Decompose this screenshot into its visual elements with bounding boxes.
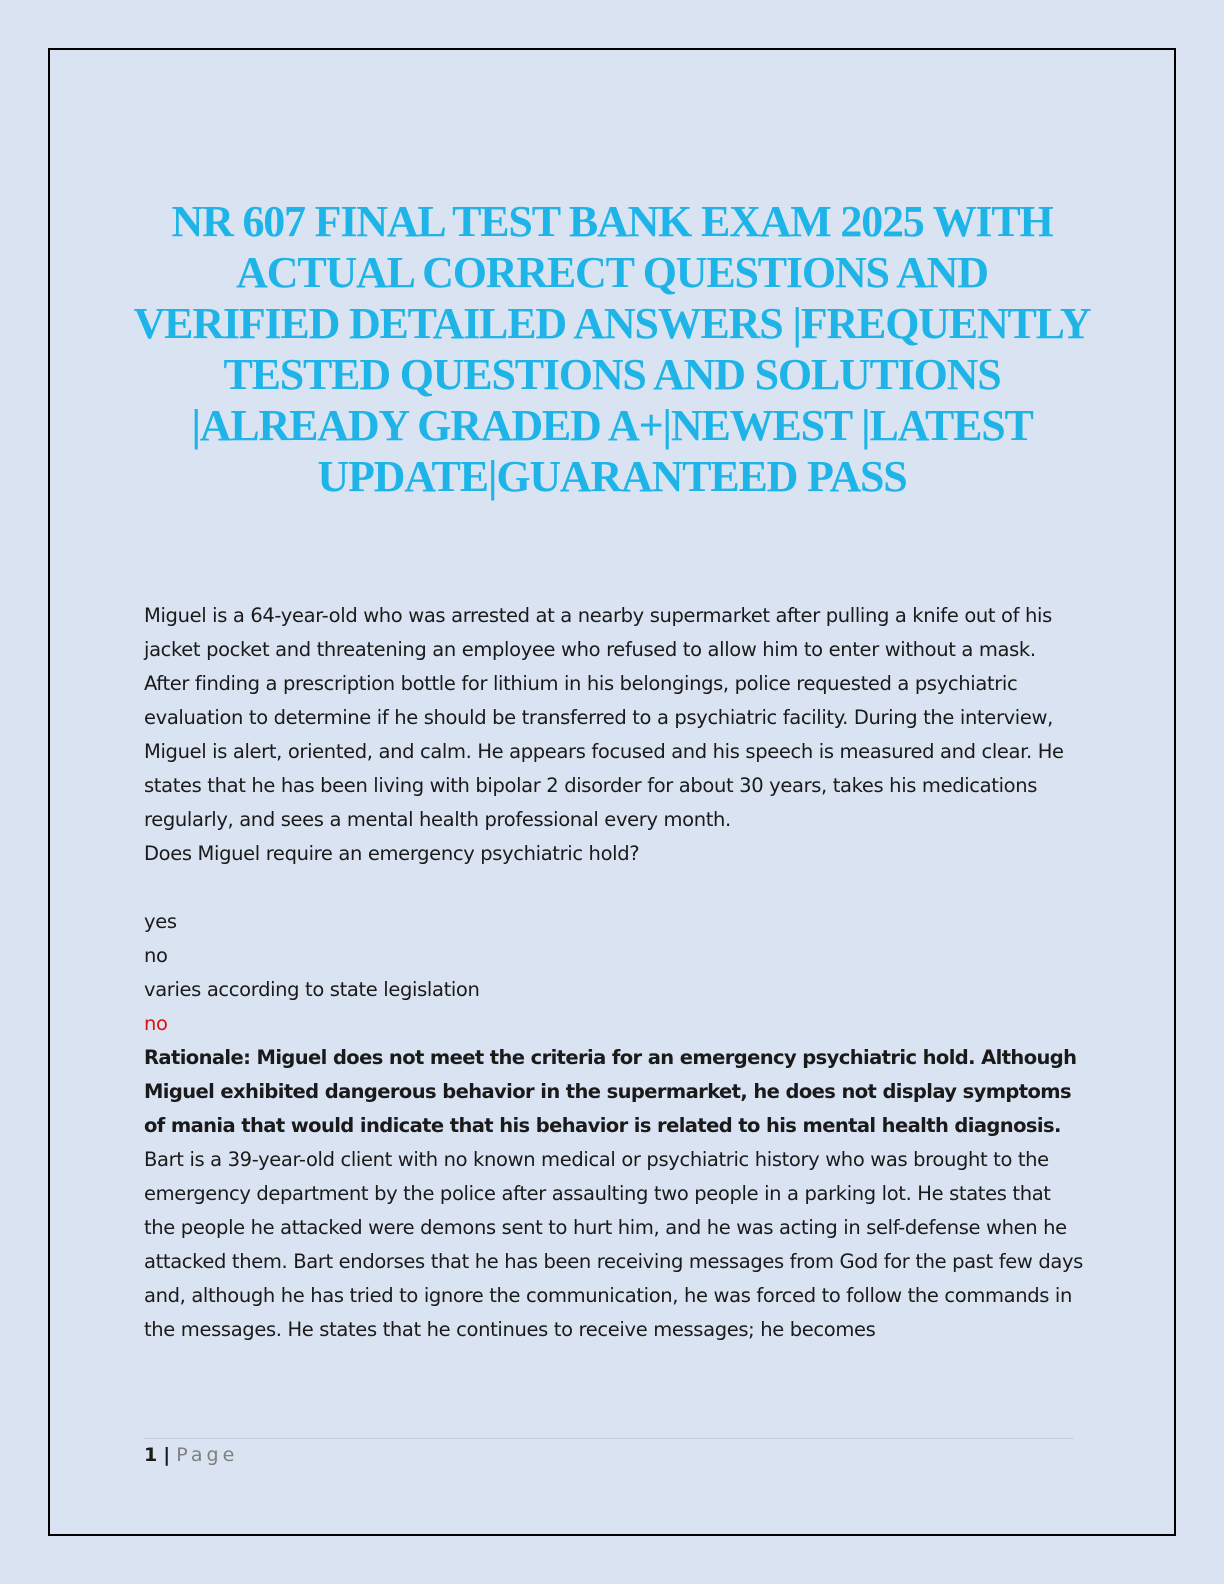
page-label: Page: [176, 1444, 239, 1466]
option-item: no: [144, 944, 168, 967]
page-footer: [144, 1440, 238, 1470]
question-2-stem: Bart is a 39-year-old client with no known medical or psychiatric history who was brought to the emergency department by the police after assaulting two people in a parking lot. He states that the people he attacked were demons sent to hurt him, and he was acting in self-defense when he attacked them. Bart endorses that he has been receiving messages from God for the past few days and, although he has tried to ignore the communication, he was forced to follow the commands in the messages. He states that he continues to receive messages; he becomes: [144, 1148, 1083, 1341]
document-body: [144, 599, 1084, 1347]
option-item: yes: [144, 910, 177, 933]
page-number: 1: [144, 1444, 158, 1466]
footer-separator: |: [163, 1444, 171, 1466]
question-1-rationale: Rationale: Miguel does not meet the criteria for an emergency psychiatric hold. Although Miguel exhibited dangerous behavior in the supermarket, he does not display symptoms of mania that would indicate that his behavior is related to his mental health diagnosis.: [144, 1046, 1077, 1137]
question-1-options: [144, 905, 1084, 1007]
question-1-prompt: Does Miguel require an emergency psychiatric hold?: [144, 842, 640, 865]
option-item: varies according to state legislation: [144, 978, 480, 1001]
footer-divider: [144, 1438, 1074, 1439]
document-title: NR 607 FINAL TEST BANK EXAM 2025 WITH ACTUAL CORRECT QUESTIONS AND VERIFIED DETAILED ANSWERS |FREQUENTLY TESTED QUESTIONS AND SOLUTIONS |ALREADY GRADED A+|NEWEST |LATEST UPDATE|GUARANTEED PASS: [133, 197, 1091, 501]
question-1-stem: Miguel is a 64-year-old who was arrested at a nearby supermarket after pulling a knife out of his jacket pocket and threatening an employee who refused to allow him to enter without a mask. After finding a prescription bottle for lithium in his belongings, police requested a psychiatric evaluation to determine if he should be transferred to a psychiatric facility. During the interview, Miguel is alert, oriented, and calm. He appears focused and his speech is measured and clear. He states that he has been living with bipolar 2 disorder for about 30 years, takes his medications regularly, and sees a mental health professional every month.: [144, 604, 1064, 831]
question-1-answer: no: [144, 1012, 168, 1035]
